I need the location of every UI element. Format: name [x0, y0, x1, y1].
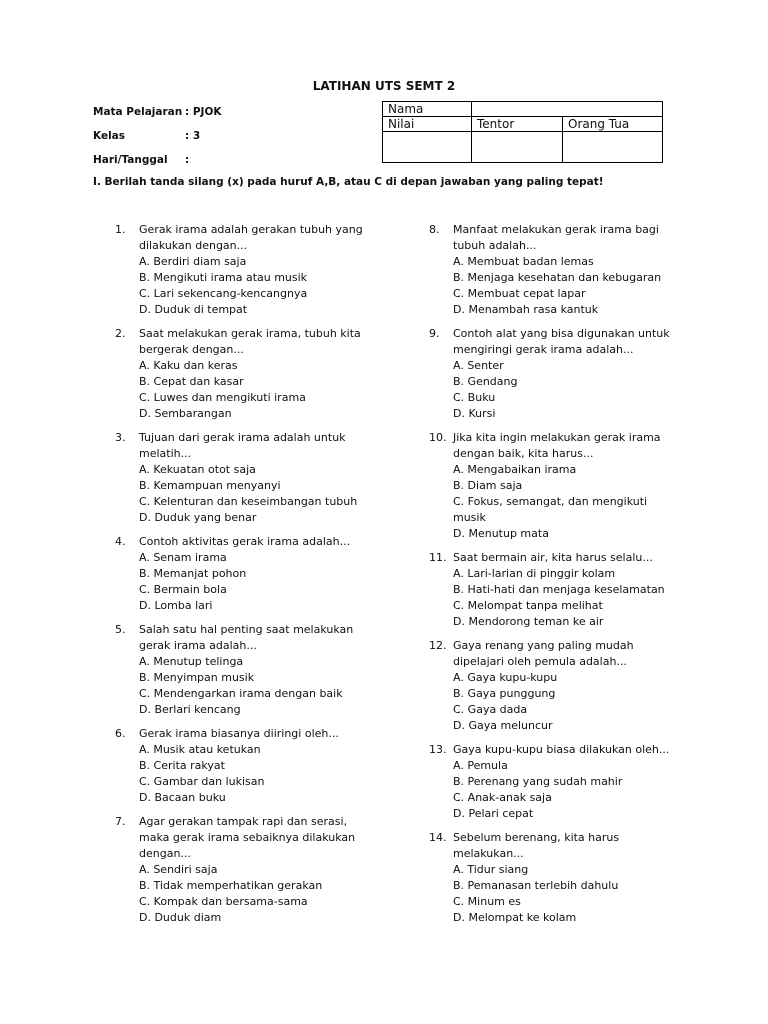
- question-stem: Tujuan dari gerak irama adalah untuk melatih...: [139, 431, 346, 460]
- left-question-column: [115, 222, 365, 934]
- question-stem: Jika kita ingin melakukan gerak irama dengan baik, kita harus...: [453, 431, 661, 460]
- option-b[interactable]: B. Hati-hati dan menjaga keselamatan: [453, 583, 665, 596]
- question-number: 10.: [429, 431, 447, 444]
- class-label: Kelas: [93, 130, 126, 142]
- option-b[interactable]: B. Perenang yang sudah mahir: [453, 775, 623, 788]
- question-number: 14.: [429, 831, 447, 844]
- option-d[interactable]: D. Lomba lari: [139, 599, 213, 612]
- option-c[interactable]: C. Gaya dada: [453, 703, 528, 716]
- option-d[interactable]: D. Bacaan buku: [139, 791, 226, 804]
- option-c[interactable]: C. Bermain bola: [139, 583, 227, 596]
- subject-row: [93, 106, 222, 118]
- option-a[interactable]: A. Gaya kupu-kupu: [453, 671, 558, 684]
- option-c[interactable]: C. Membuat cepat lapar: [453, 287, 586, 300]
- question-item: [429, 326, 679, 422]
- question-stem: Gaya kupu-kupu biasa dilakukan oleh...: [453, 743, 670, 756]
- question-number: 12.: [429, 639, 447, 652]
- question-stem: Agar gerakan tampak rapi dan serasi, maka gerak irama sebaiknya dilakukan dengan...: [139, 815, 356, 860]
- option-d[interactable]: D. Duduk di tempat: [139, 303, 248, 316]
- option-a[interactable]: A. Menutup telinga: [139, 655, 244, 668]
- question-stem: Gaya renang yang paling mudah dipelajari oleh pemula adalah...: [453, 639, 634, 668]
- option-b[interactable]: B. Menyimpan musik: [139, 671, 255, 684]
- question-stem: Gerak irama adalah gerakan tubuh yang dilakukan dengan...: [139, 223, 363, 252]
- option-a[interactable]: A. Lari-larian di pinggir kolam: [453, 567, 616, 580]
- question-number: 4.: [115, 535, 126, 548]
- question-item: [429, 430, 679, 542]
- question-item: [429, 830, 679, 926]
- question-stem: Contoh alat yang bisa digunakan untuk mengiringi gerak irama adalah...: [453, 327, 670, 356]
- option-b[interactable]: B. Kemampuan menyanyi: [139, 479, 281, 492]
- tutor-signature-field[interactable]: [472, 132, 563, 163]
- question-number: 2.: [115, 327, 126, 340]
- subject-value: : PJOK: [185, 106, 222, 118]
- question-stem: Sebelum berenang, kita harus melakukan...: [453, 831, 620, 860]
- option-a[interactable]: A. Kekuatan otot saja: [139, 463, 256, 476]
- option-b[interactable]: B. Gendang: [453, 375, 518, 388]
- question-item: [115, 326, 365, 422]
- option-a[interactable]: A. Senam irama: [139, 551, 227, 564]
- question-number: 1.: [115, 223, 126, 236]
- score-table: [382, 101, 663, 163]
- option-c[interactable]: C. Melompat tanpa melihat: [453, 599, 603, 612]
- option-d[interactable]: D. Mendorong teman ke air: [453, 615, 604, 628]
- option-a[interactable]: A. Musik atau ketukan: [139, 743, 261, 756]
- question-stem: Saat melakukan gerak irama, tubuh kita bergerak dengan...: [139, 327, 361, 356]
- class-row: [93, 130, 200, 142]
- page-title: LATIHAN UTS SEMT 2: [312, 79, 456, 93]
- option-d[interactable]: D. Pelari cepat: [453, 807, 534, 820]
- question-item: [429, 638, 679, 734]
- question-item: [115, 814, 365, 926]
- option-b[interactable]: B. Tidak memperhatikan gerakan: [139, 879, 323, 892]
- question-number: 7.: [115, 815, 126, 828]
- question-number: 3.: [115, 431, 126, 444]
- question-stem: Salah satu hal penting saat melakukan gerak irama adalah...: [139, 623, 354, 652]
- subject-label: Mata Pelajaran: [93, 106, 183, 118]
- option-a[interactable]: A. Kaku dan keras: [139, 359, 238, 372]
- question-item: [115, 222, 365, 318]
- option-c[interactable]: C. Kelenturan dan keseimbangan tubuh: [139, 495, 358, 508]
- option-b[interactable]: B. Memanjat pohon: [139, 567, 247, 580]
- option-b[interactable]: B. Cerita rakyat: [139, 759, 225, 772]
- option-b[interactable]: B. Diam saja: [453, 479, 523, 492]
- instruction: I. Berilah tanda silang (x) pada huruf A,B, atau C di depan jawaban yang paling tepat!: [93, 176, 604, 188]
- option-c[interactable]: C. Minum es: [453, 895, 521, 908]
- option-a[interactable]: A. Senter: [453, 359, 504, 372]
- question-stem: Gerak irama biasanya diiringi oleh...: [139, 727, 339, 740]
- option-b[interactable]: B. Pemanasan terlebih dahulu: [453, 879, 619, 892]
- question-item: [115, 622, 365, 718]
- question-number: 9.: [429, 327, 440, 340]
- question-number: 5.: [115, 623, 126, 636]
- option-a[interactable]: A. Membuat badan lemas: [453, 255, 594, 268]
- name-label: Nama: [383, 102, 472, 117]
- option-d[interactable]: D. Duduk diam: [139, 911, 222, 924]
- tutor-label: Tentor: [472, 117, 563, 132]
- question-number: 13.: [429, 743, 447, 756]
- option-a[interactable]: A. Pemula: [453, 759, 508, 772]
- option-d[interactable]: D. Gaya meluncur: [453, 719, 553, 732]
- question-number: 8.: [429, 223, 440, 236]
- question-item: [429, 742, 679, 822]
- option-c[interactable]: C. Gambar dan lukisan: [139, 775, 265, 788]
- option-b[interactable]: B. Menjaga kesehatan dan kebugaran: [453, 271, 662, 284]
- question-item: [115, 726, 365, 806]
- option-c[interactable]: C. Mendengarkan irama dengan baik: [139, 687, 343, 700]
- option-c[interactable]: C. Buku: [453, 391, 496, 404]
- option-d[interactable]: D. Duduk yang benar: [139, 511, 257, 524]
- class-value: : 3: [185, 130, 201, 142]
- question-stem: Manfaat melakukan gerak irama bagi tubuh adalah...: [453, 223, 659, 252]
- question-number: 6.: [115, 727, 126, 740]
- parent-label: Orang Tua: [563, 117, 663, 132]
- option-d[interactable]: D. Menutup mata: [453, 527, 549, 540]
- option-c[interactable]: C. Lari sekencang-kencangnya: [139, 287, 308, 300]
- option-c[interactable]: C. Luwes dan mengikuti irama: [139, 391, 306, 404]
- option-b[interactable]: B. Mengikuti irama atau musik: [139, 271, 308, 284]
- option-d[interactable]: D. Sembarangan: [139, 407, 232, 420]
- question-item: [115, 430, 365, 526]
- grade-field[interactable]: [383, 132, 472, 163]
- right-question-column: [429, 222, 679, 934]
- option-b[interactable]: B. Cepat dan kasar: [139, 375, 244, 388]
- date-label: Hari/Tanggal: [93, 154, 168, 166]
- grade-label: Nilai: [383, 117, 472, 132]
- option-c[interactable]: C. Kompak dan bersama-sama: [139, 895, 308, 908]
- option-a[interactable]: A. Sendiri saja: [139, 863, 218, 876]
- question-stem: Saat bermain air, kita harus selalu...: [453, 551, 653, 564]
- option-a[interactable]: A. Tidur siang: [453, 863, 529, 876]
- option-d[interactable]: D. Menambah rasa kantuk: [453, 303, 599, 316]
- option-d[interactable]: D. Berlari kencang: [139, 703, 241, 716]
- name-field[interactable]: [472, 102, 663, 117]
- question-item: [115, 534, 365, 614]
- option-a[interactable]: A. Berdiri diam saja: [139, 255, 247, 268]
- question-stem: Contoh aktivitas gerak irama adalah...: [139, 535, 351, 548]
- question-item: [429, 222, 679, 318]
- date-value: :: [185, 154, 190, 166]
- option-b[interactable]: B. Gaya punggung: [453, 687, 556, 700]
- option-d[interactable]: D. Melompat ke kolam: [453, 911, 577, 924]
- option-c[interactable]: C. Anak-anak saja: [453, 791, 552, 804]
- option-a[interactable]: A. Mengabaikan irama: [453, 463, 577, 476]
- question-item: [429, 550, 679, 630]
- date-row: [93, 154, 189, 166]
- option-c[interactable]: C. Fokus, semangat, dan mengikuti musik: [453, 495, 648, 524]
- question-number: 11.: [429, 551, 447, 564]
- parent-signature-field[interactable]: [563, 132, 663, 163]
- option-d[interactable]: D. Kursi: [453, 407, 496, 420]
